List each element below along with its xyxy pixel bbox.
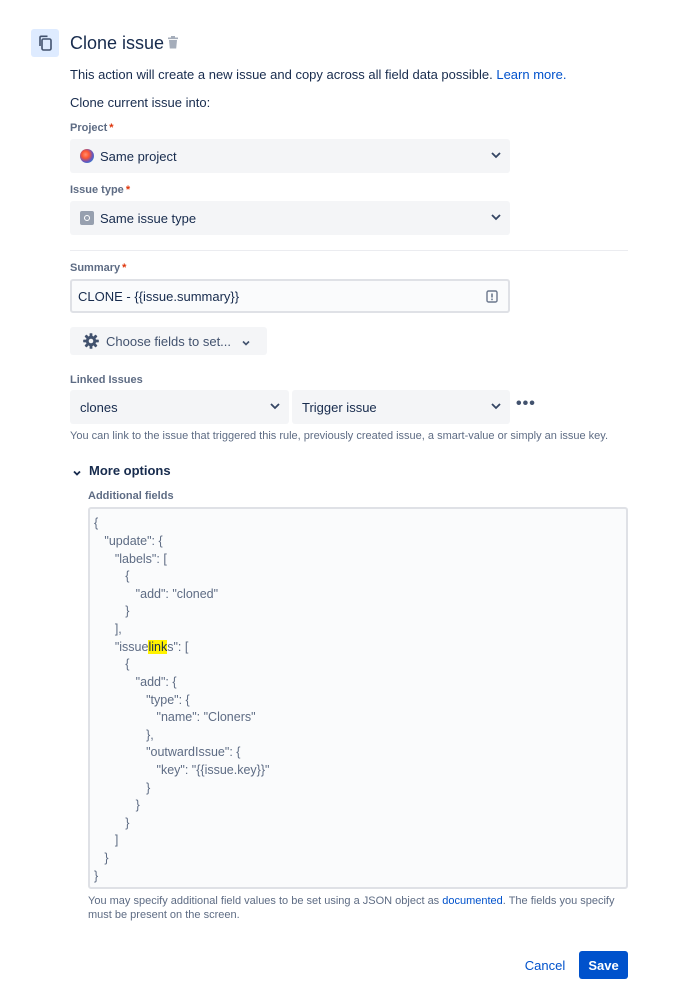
search-highlight: link — [148, 640, 168, 654]
project-select[interactable] — [70, 139, 510, 173]
link-target-value: Trigger issue — [302, 399, 377, 415]
additional-fields-json-editor[interactable] — [88, 507, 628, 889]
copy-icon — [37, 35, 53, 51]
link-target-select[interactable] — [292, 390, 510, 424]
code-line: "update": { — [94, 534, 163, 548]
linked-issues-help: You can link to the issue that triggered this rule, previously created issue, a smart-value or simply an issue key. — [70, 430, 609, 442]
code-line: "type": { — [94, 693, 190, 707]
code-line: } — [94, 604, 130, 618]
code-line: } — [94, 816, 130, 830]
issue-type-select[interactable] — [70, 201, 510, 235]
code-line: ] — [94, 833, 119, 847]
gear-icon — [82, 332, 100, 350]
code-line: "outwardIssue": { — [94, 745, 241, 759]
clone-action-icon — [31, 29, 59, 57]
code-line: "name": "Cloners" — [94, 710, 256, 724]
code-line: } — [94, 851, 109, 865]
more-actions-icon[interactable]: ••• — [516, 395, 536, 412]
link-type-select[interactable] — [70, 390, 289, 424]
more-options-label: More options — [89, 463, 171, 478]
required-mark: * — [109, 122, 114, 134]
issue-type-icon — [80, 211, 94, 225]
code-line: } — [94, 781, 151, 795]
additional-fields-help — [88, 894, 633, 922]
trash-icon[interactable] — [167, 36, 181, 50]
linked-issues-label: Linked Issues — [70, 374, 143, 386]
summary-label — [70, 261, 126, 275]
issue-type-value: Same issue type — [100, 210, 197, 226]
help-text: You may specify additional field values to be set using a JSON object as — [88, 895, 440, 907]
chevron-down-icon — [269, 400, 279, 410]
summary-input[interactable] — [70, 279, 510, 313]
cancel-button[interactable]: Cancel — [524, 957, 566, 973]
code-line: { — [94, 569, 130, 583]
divider — [70, 250, 628, 251]
documented-link[interactable]: documented — [442, 895, 503, 907]
chevron-down-icon — [490, 149, 500, 159]
smart-value-icon[interactable] — [486, 290, 498, 303]
code-line: }, — [94, 728, 154, 742]
more-options-toggle[interactable] — [72, 463, 171, 478]
save-button[interactable]: Save — [579, 951, 628, 979]
code-line: { — [94, 516, 99, 530]
chevron-down-icon — [490, 211, 500, 221]
code-line: } — [94, 798, 140, 812]
issue-type-label — [70, 183, 130, 197]
issue-type-label-text: Issue type — [70, 184, 124, 196]
code-line: } — [94, 869, 99, 883]
project-value: Same project — [100, 148, 177, 164]
code-text: s": [ — [167, 640, 189, 654]
choose-fields-label: Choose fields to set... — [106, 333, 232, 349]
page-title: Clone issue — [70, 33, 165, 53]
code-line: "add": { — [94, 675, 177, 689]
code-line: "add": "cloned" — [94, 587, 219, 601]
additional-fields-label: Additional fields — [88, 490, 174, 502]
help-text: . The fields you specify must be present on the screen. — [88, 895, 615, 921]
description — [70, 66, 566, 84]
description-text: This action will create a new issue and copy across all field data possible. — [70, 67, 493, 82]
project-label — [70, 121, 114, 135]
required-mark: * — [125, 184, 131, 196]
choose-fields-button[interactable] — [70, 327, 267, 355]
code-line: "labels": [ — [94, 552, 167, 566]
chevron-down-icon — [241, 336, 251, 346]
link-type-value: clones — [80, 399, 118, 415]
code-text: "issue — [94, 640, 149, 654]
code-line: ], — [94, 622, 122, 636]
project-avatar-icon — [80, 149, 94, 163]
summary-label-text: Summary — [70, 262, 121, 274]
code-line: { — [94, 657, 130, 671]
code-line-issuelinks — [94, 639, 188, 655]
chevron-down-icon — [72, 466, 82, 476]
project-label-text: Project — [70, 122, 108, 134]
chevron-down-icon — [490, 400, 500, 410]
required-mark: * — [122, 262, 127, 274]
learn-more-link[interactable]: Learn more. — [496, 67, 567, 82]
clone-into-label: Clone current issue into: — [70, 95, 211, 110]
code-line: "key": "{{issue.key}}" — [94, 763, 270, 777]
summary-value: CLONE - {{issue.summary}} — [78, 288, 240, 304]
